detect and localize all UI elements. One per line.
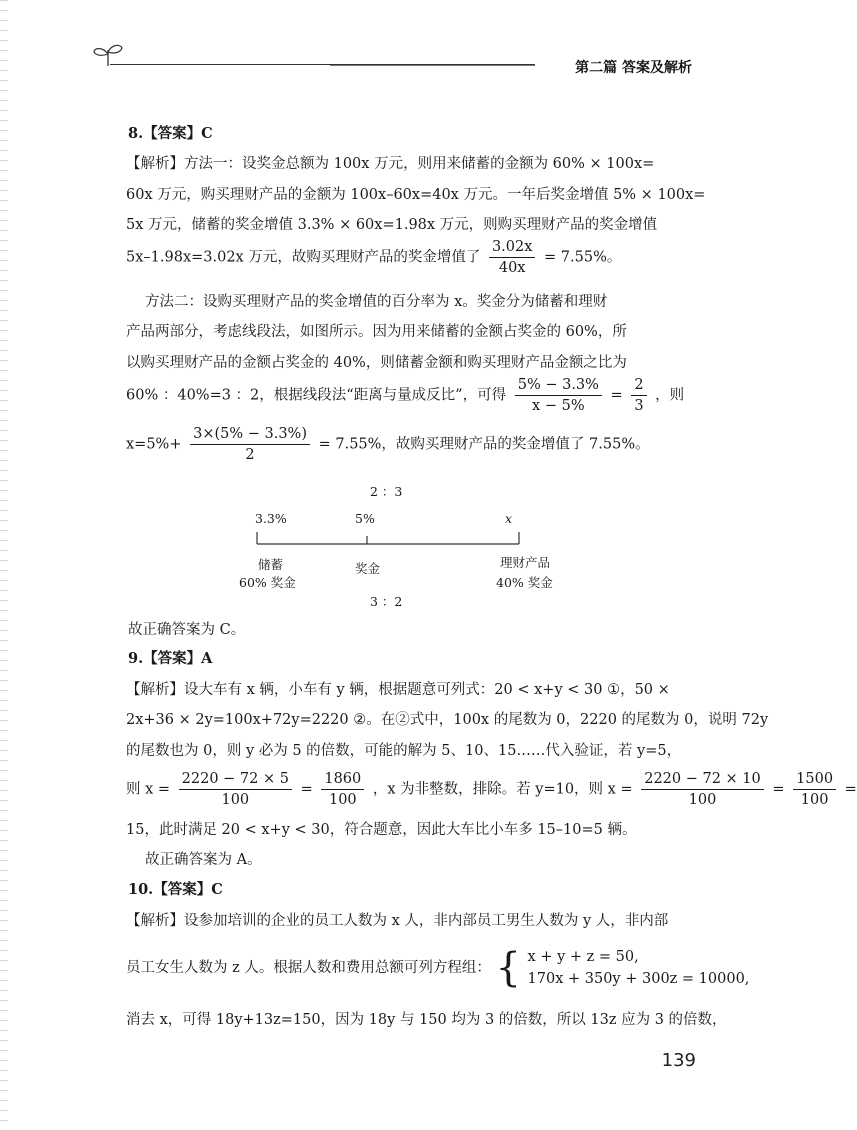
q8-line-4-text: 5x–1.98x=3.02x 万元，故购买理财产品的奖金增值了 [126,249,481,266]
q8-method2-line-5 [126,425,650,464]
q8-m2-result: = 7.55%，故购买理财产品的奖金增值了 7.55%。 [318,436,650,453]
q8-m2-frac1-den: x − 5% [532,398,585,414]
q9-line-4 [126,770,857,809]
q9-fraction-3 [641,770,764,809]
q8-fraction [489,238,535,277]
q9-frac3-den: 100 [688,792,717,808]
q9-line-1: 【解析】设大车有 x 辆，小车有 y 辆，根据题意可列式：20 < x+y < 30 ①，50 × [126,682,670,698]
diagram-top-ratio: 2 ：3 [370,484,403,499]
q9-mid-text: ，x 为非整数，排除。若 y=10，则 x = [372,781,633,798]
q9-frac1-num: 2220 − 72 × 5 [179,770,292,790]
q9-fraction-2 [321,770,364,809]
q10-line-2-text: 员工女生人数为 z 人。根据人数和费用总额可列方程组： [126,960,491,976]
page-number: 139 [661,1050,696,1071]
q10-line-3: 消去 x，可得 18y+13z=150，因为 18y 与 150 均为 3 的倍数，所以 13z 应为 3 的倍数， [126,1012,727,1028]
q8-line-2: 60x 万元，购买理财产品的金额为 100x–60x=40x 万元。一年后奖金增值 5% × 100x= [126,187,706,203]
equation-brace-icon: { [495,945,521,991]
q8-method2-line-1: 方法二：设购买理财产品的奖金增值的百分率为 x。奖金分为储蓄和理财 [145,294,608,310]
q9-frac2-den: 100 [328,792,357,808]
q8-frac-num: 3.02x [489,238,535,258]
binding-margin [0,0,8,1130]
diagram-mid-value: 5% [355,511,375,526]
diagram-right-label-2: 40% 奖金 [496,575,553,590]
q8-m2-fraction-1 [515,376,602,415]
q8-m2-text: 60% ：40%=3 ：2，根据线段法“距离与量成反比”，可得 [126,387,507,404]
q8-m2-frac3-den: 2 [245,447,255,463]
q8-line-4 [126,238,621,277]
q8-line-1: 【解析】方法一：设奖金总额为 100x 万元，则用来储蓄的金额为 60% × 100x= [126,156,655,172]
q8-m2-fraction-3 [190,425,310,464]
diagram-left-value: 3.3% [255,511,287,526]
q9-frac2-num: 1860 [321,770,364,790]
q9-equals-2: = [772,781,785,798]
q9-frac1-den: 100 [221,792,250,808]
q9-line-5: 15，此时满足 20 < x+y < 30，符合题意，因此大车比小车多 15–10=5 辆。 [126,822,637,838]
diagram-right-value: x [505,511,513,526]
q9-answer: 9.【答案】A [128,650,213,667]
q9-fraction-1 [179,770,292,809]
q9-line-3: 的尾数也为 0，则 y 必为 5 的倍数，可能的解为 5、10、15……代入验证，若 y=5， [126,743,682,759]
q8-line-4-result: = 7.55%。 [544,249,622,266]
q8-m2-fraction-2 [631,376,646,415]
q8-method2-line-3: 以购买理财产品的金额占奖金的 40%，则储蓄金额和购买理财产品金额之比为 [126,355,627,371]
q9-conclusion: 故正确答案为 A。 [145,852,262,868]
diagram-right-label-1: 理财产品 [500,555,551,570]
sprout-icon [90,40,126,70]
diagram-bottom-ratio: 3 ：2 [370,594,403,609]
q9-line-2: 2x+36 × 2y=100x+72y=2220 ②。在②式中，100x 的尾数为 0，2220 的尾数为 0，说明 72y [126,712,769,728]
header-title: 第二篇 答案及解析 [575,60,692,76]
q10-line-1: 【解析】设参加培训的企业的员工人数为 x 人，非内部员工男生人数为 y 人，非内部 [126,913,669,929]
q8-m2-frac2-den: 3 [634,398,644,414]
header-rule-shadow [330,65,535,66]
q8-m2-equals: = [610,387,623,404]
q9-frac4-den: 100 [800,792,829,808]
q8-answer: 8.【答案】C [128,125,213,142]
q8-m2-tail: ，则 [655,387,685,404]
q8-m2-frac2-num: 2 [631,376,646,396]
q10-answer: 10.【答案】C [128,881,223,898]
q8-line-3: 5x 万元，储蓄的奖金增值 3.3% × 60x=1.98x 万元，则购买理财产品的奖金增值 [126,217,658,233]
diagram-left-label-1: 储蓄 [258,557,284,572]
q8-frac-den: 40x [498,260,526,276]
q10-line-2 [126,946,749,990]
q8-method2-line-4 [126,376,684,415]
q8-m2-x-text: x=5%+ [126,436,182,453]
q9-fraction-4 [793,770,836,809]
diagram-mid-label: 奖金 [355,561,381,576]
q8-method2-line-2: 产品两部分，考虑线段法，如图所示。因为用来储蓄的金额占奖金的 60%，所 [126,324,627,340]
equation-system [528,946,750,990]
q9-x-eq: 则 x = [126,781,171,798]
q8-m2-frac3-num: 3×(5% − 3.3%) [190,425,310,445]
diagram-left-label-2: 60% 奖金 [239,575,296,590]
q8-conclusion: 故正确答案为 C。 [128,622,246,638]
q9-frac4-num: 1500 [793,770,836,790]
diagram-segment [255,528,525,548]
q9-equals-1: = [300,781,313,798]
q9-equals-3: = [844,781,857,798]
equation-1: x + y + z = 50, [527,949,639,965]
equation-2: 170x + 350y + 300z = 10000, [527,971,750,987]
q9-frac3-num: 2220 − 72 × 10 [641,770,764,790]
q8-m2-frac1-num: 5% − 3.3% [515,376,602,396]
